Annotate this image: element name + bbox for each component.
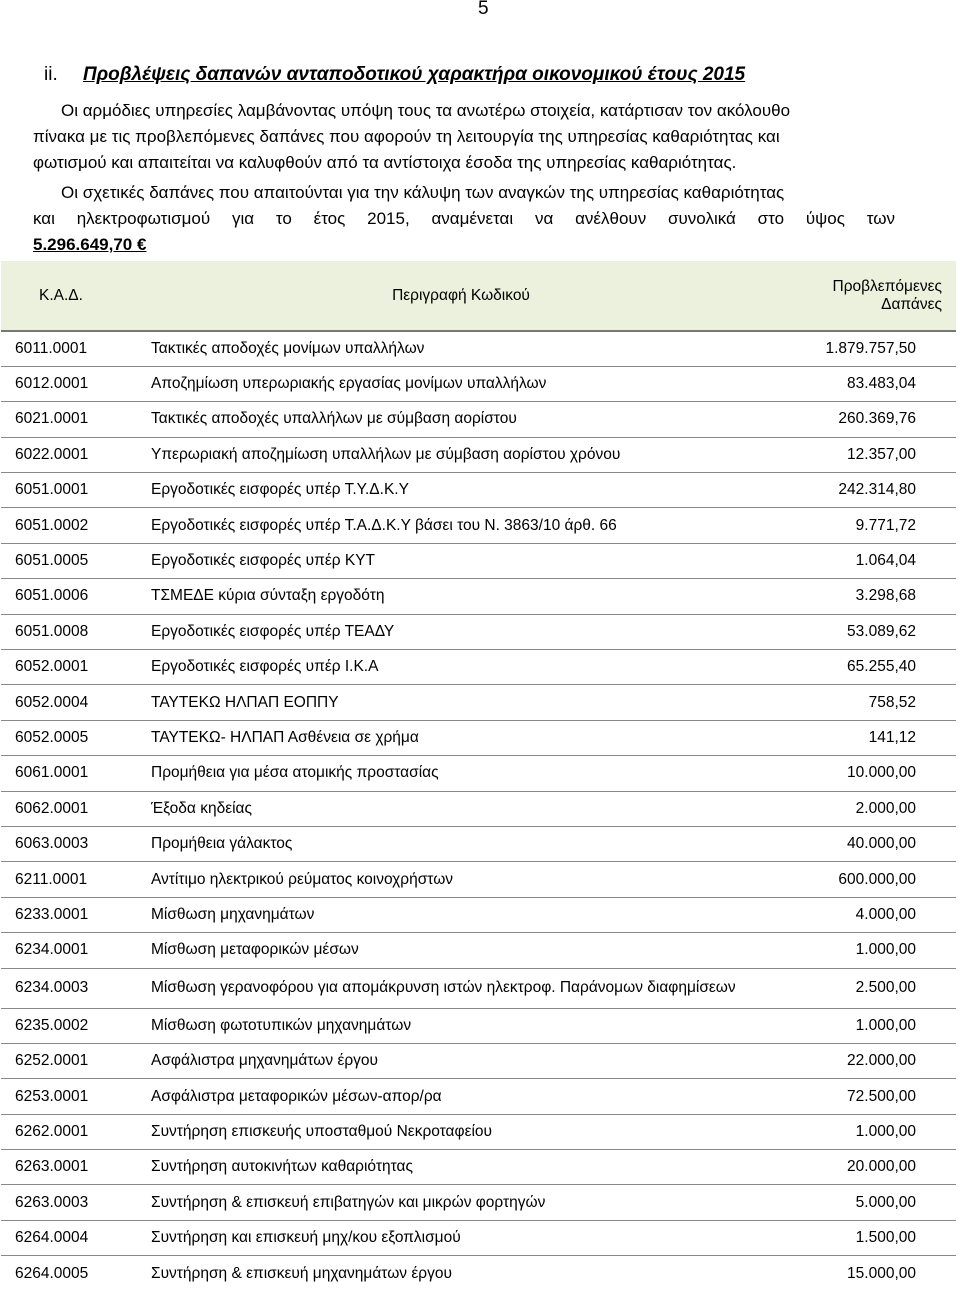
table-row — [1, 579, 956, 614]
code-cell: 6051.0006 — [15, 587, 89, 605]
table-row — [1, 1256, 956, 1291]
table-row — [1, 650, 956, 685]
intro-line: Οι αρμόδιες υπηρεσίες λαμβάνοντας υπόψη τους τα ανωτέρω στοιχεία, κατάρτισαν τον ακόλουθο — [61, 101, 791, 120]
value-cell: 5.000,00 — [855, 1193, 916, 1211]
description-cell: Μίσθωση γερανοφόρου για απομάκρυνση ιστών ηλεκτροφ. Παράνομων διαφημίσεων — [151, 979, 736, 997]
value-cell: 758,52 — [868, 693, 916, 711]
code-cell: 6264.0004 — [15, 1229, 89, 1247]
value-cell: 1.500,00 — [855, 1229, 916, 1247]
value-cell: 600.000,00 — [838, 870, 916, 888]
code-cell: 6021.0001 — [15, 410, 89, 428]
code-cell: 6052.0001 — [15, 658, 89, 676]
table-row — [1, 791, 956, 826]
header-description: Περιγραφή Κωδικού — [392, 286, 530, 304]
code-cell: 6051.0005 — [15, 552, 89, 570]
table-row — [1, 437, 956, 472]
value-cell: 1.000,00 — [855, 1122, 916, 1140]
description-cell: Προμήθεια για μέσα ατομικής προστασίας — [151, 764, 439, 782]
value-cell: 10.000,00 — [847, 764, 916, 782]
description-cell: Εργοδοτικές εισφορές υπέρ Ι.Κ.Α — [151, 658, 379, 676]
description-cell: ΤΣΜΕΔΕ κύρια σύνταξη εργοδότη — [151, 587, 385, 605]
intro-line: φωτισμού και απαιτείται να καλυφθούν από τα αντίστοιχα έσοδα της υπηρεσίας καθαριότητας. — [33, 153, 737, 172]
description-cell: Συντήρηση και επισκευή μηχ/κου εξοπλισμού — [151, 1229, 461, 1247]
code-cell: 6253.0001 — [15, 1087, 89, 1105]
table-body — [1, 331, 956, 1291]
description-cell: Μίσθωση φωτοτυπικών μηχανημάτων — [151, 1016, 412, 1034]
value-cell: 3.298,68 — [855, 587, 916, 605]
value-cell: 242.314,80 — [838, 481, 916, 499]
code-cell: 6234.0001 — [15, 941, 89, 959]
code-cell: 6022.0001 — [15, 445, 89, 463]
table-row — [1, 1043, 956, 1078]
total-amount: 5.296.649,70 € — [33, 235, 147, 254]
value-cell: 1.000,00 — [855, 941, 916, 959]
code-cell: 6051.0001 — [15, 481, 89, 499]
description-cell: Συντήρηση & επισκευή μηχανημάτων έργου — [151, 1264, 452, 1282]
code-cell: 6211.0001 — [15, 870, 88, 888]
table-row — [1, 933, 956, 968]
value-cell: 9.771,72 — [855, 516, 916, 534]
code-cell: 6235.0002 — [15, 1016, 89, 1034]
table-row — [1, 1220, 956, 1255]
code-cell: 6262.0001 — [15, 1122, 89, 1140]
table-row — [1, 402, 956, 437]
expenses-table — [1, 261, 956, 1291]
code-cell: 6062.0001 — [15, 799, 89, 817]
code-cell: 6012.0001 — [15, 375, 89, 393]
table-row — [1, 685, 956, 720]
description-cell: Ασφάλιστρα μεταφορικών μέσων-απορ/ρα — [151, 1087, 442, 1105]
table-row — [1, 826, 956, 861]
section-heading — [44, 64, 745, 86]
code-cell: 6233.0001 — [15, 905, 89, 923]
value-cell: 1.879.757,50 — [825, 339, 916, 357]
table-row — [1, 897, 956, 932]
table-row — [1, 862, 956, 897]
intro-line: πίνακα με τις προβλεπόμενες δαπάνες που αφορούν τη λειτουργία της υπηρεσίας καθαριότητας και — [33, 127, 780, 146]
value-cell: 1.064,04 — [855, 552, 916, 570]
value-cell: 72.500,00 — [847, 1087, 916, 1105]
description-cell: Εργοδοτικές εισφορές υπέρ Τ.Υ.Δ.Κ.Υ — [151, 481, 409, 499]
table-row — [1, 1150, 956, 1185]
value-cell: 141,12 — [868, 728, 916, 746]
header-code: Κ.Α.Δ. — [39, 286, 83, 304]
code-cell: 6063.0003 — [15, 835, 89, 853]
section-title: Προβλέψεις δαπανών ανταποδοτικού χαρακτήρα οικονομικού έτους 2015 — [83, 64, 746, 85]
table-row — [1, 720, 956, 755]
table-row — [1, 614, 956, 649]
page-number: 5 — [478, 0, 489, 19]
description-cell: Τακτικές αποδοχές μονίμων υπαλλήλων — [151, 339, 425, 357]
description-cell: Ασφάλιστρα μηχανημάτων έργου — [151, 1052, 379, 1070]
value-cell: 22.000,00 — [847, 1052, 916, 1070]
description-cell: Μίσθωση μηχανημάτων — [151, 905, 315, 923]
code-cell: 6011.0001 — [15, 339, 88, 357]
code-cell: 6264.0005 — [15, 1264, 89, 1282]
description-cell: Μίσθωση μεταφορικών μέσων — [151, 941, 359, 959]
description-cell: ΤΑΥΤΕΚΩ- ΗΛΠΑΠ Ασθένεια σε χρήμα — [151, 728, 419, 746]
code-cell: 6263.0003 — [15, 1193, 89, 1211]
description-cell: Συντήρηση επισκευής υποσταθμού Νεκροταφείου — [151, 1122, 493, 1140]
value-cell: 260.369,76 — [838, 410, 916, 428]
description-cell: Τακτικές αποδοχές υπαλλήλων με σύμβαση αορίστου — [151, 410, 517, 428]
value-cell: 53.089,62 — [847, 622, 916, 640]
description-cell: Εργοδοτικές εισφορές υπέρ ΤΕΑΔΥ — [151, 622, 395, 640]
description-cell: Συντήρηση αυτοκινήτων καθαριότητας — [151, 1158, 413, 1176]
cost-paragraph — [33, 180, 895, 258]
table-row — [1, 508, 956, 543]
description-cell: Εργοδοτικές εισφορές υπέρ ΚΥΤ — [151, 552, 376, 570]
description-cell: Αντίτιμο ηλεκτρικού ρεύματος κοινοχρήστων — [151, 870, 454, 888]
table-row — [1, 1008, 956, 1043]
code-cell: 6263.0001 — [15, 1158, 89, 1176]
intro-paragraph — [33, 98, 915, 176]
table-row — [1, 968, 956, 1008]
value-cell: 83.483,04 — [847, 375, 916, 393]
code-cell: 6252.0001 — [15, 1052, 89, 1070]
table-row — [1, 543, 956, 578]
section-numeral: ii. — [44, 64, 58, 85]
table-row — [1, 1079, 956, 1114]
description-cell: Συντήρηση & επισκευή επιβατηγών και μικρών φορτηγών — [151, 1193, 546, 1211]
code-cell: 6061.0001 — [15, 764, 89, 782]
value-cell: 15.000,00 — [847, 1264, 916, 1282]
header-expenses: Προβλεπόμενες Δαπάνες — [832, 277, 942, 313]
value-cell: 1.000,00 — [855, 1016, 916, 1034]
value-cell: 40.000,00 — [847, 835, 916, 853]
table-row — [1, 473, 956, 508]
value-cell: 2.000,00 — [855, 799, 916, 817]
code-cell: 6051.0008 — [15, 622, 89, 640]
code-cell: 6052.0004 — [15, 693, 89, 711]
value-cell: 20.000,00 — [847, 1158, 916, 1176]
value-cell: 4.000,00 — [855, 905, 916, 923]
value-cell: 12.357,00 — [847, 445, 916, 463]
table-row — [1, 1114, 956, 1149]
table-row — [1, 366, 956, 401]
code-cell: 6051.0002 — [15, 516, 89, 534]
value-cell: 65.255,40 — [847, 658, 916, 676]
description-cell: Προμήθεια γάλακτος — [151, 835, 293, 853]
code-cell: 6234.0003 — [15, 979, 89, 997]
table-row — [1, 756, 956, 791]
description-cell: Υπερωριακή αποζημίωση υπαλλήλων με σύμβαση αορίστου χρόνου — [151, 445, 621, 463]
cost-line: και ηλεκτροφωτισμού για το έτος 2015, αναμένεται να ανέλθουν συνολικά στο ύψος των — [33, 209, 895, 228]
value-cell: 2.500,00 — [855, 979, 916, 997]
description-cell: ΤΑΥΤΕΚΩ ΗΛΠΑΠ ΕΟΠΠΥ — [151, 693, 339, 711]
table-row — [1, 1185, 956, 1220]
code-cell: 6052.0005 — [15, 728, 89, 746]
description-cell: Έξοδα κηδείας — [151, 799, 252, 817]
table-row — [1, 331, 956, 366]
cost-line: Οι σχετικές δαπάνες που απαιτούνται για την κάλυψη των αναγκών της υπηρεσίας καθαριότητας — [61, 183, 785, 202]
description-cell: Αποζημίωση υπερωριακής εργασίας μονίμων υπαλλήλων — [151, 375, 547, 393]
description-cell: Εργοδοτικές εισφορές υπέρ Τ.Α.Δ.Κ.Υ βάσει του Ν. 3863/10 άρθ. 66 — [151, 516, 617, 534]
table-header-row — [1, 261, 956, 331]
